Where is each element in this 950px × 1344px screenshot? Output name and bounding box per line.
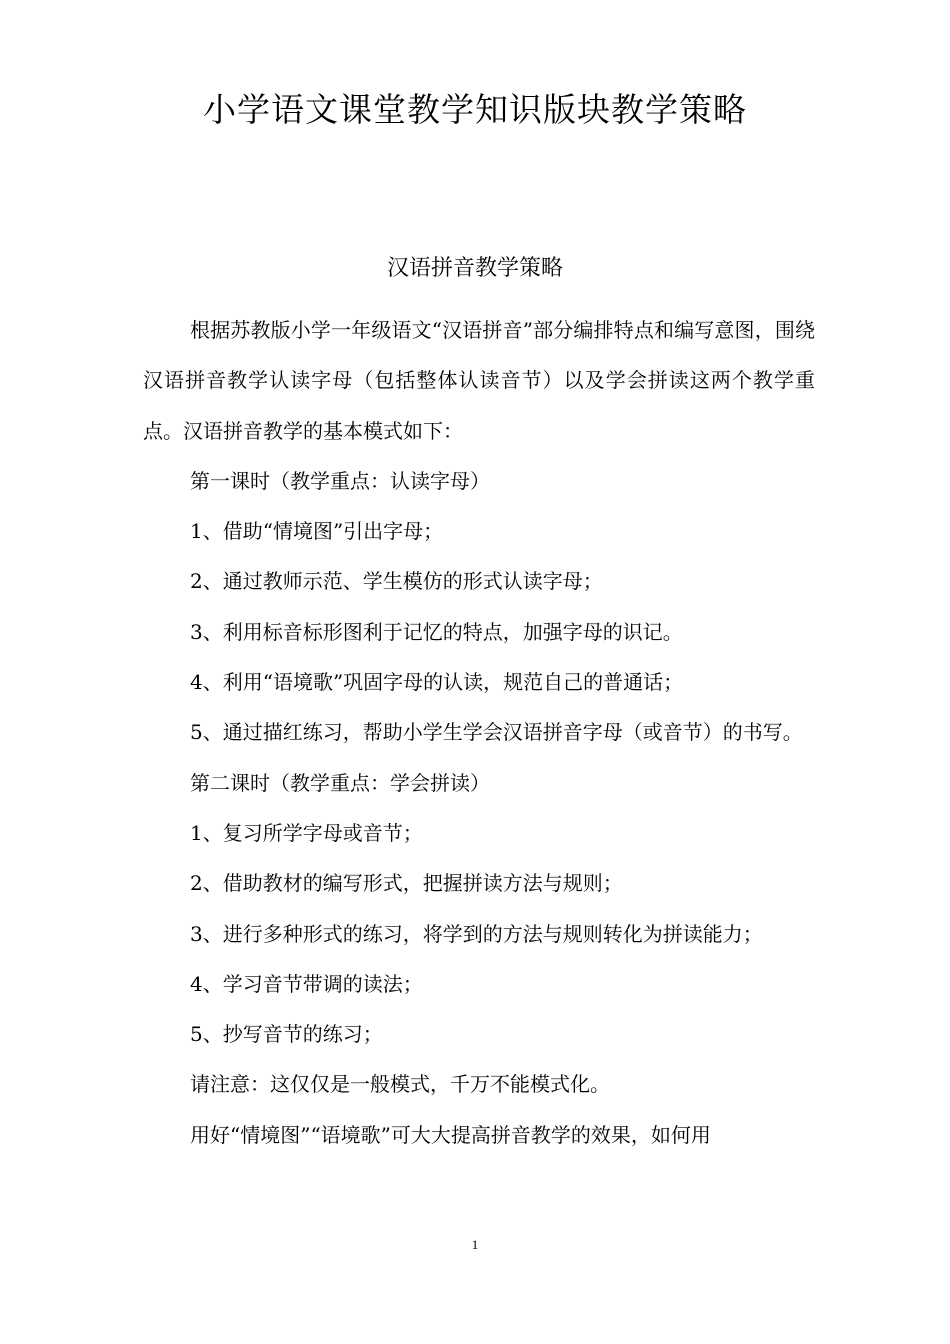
document-body [143,305,815,1160]
list-item: 4、学习音节带调的读法； [190,971,423,996]
paragraph: 根据苏教版小学一年级语文“汉语拼音”部分编排特点和编写意图，围绕汉语拼音教学认读字母（包括整体认读音节）以及学会拼读这两个教学重点。汉语拼音教学的基本模式如下： [143,318,815,443]
paragraph: 第二课时（教学重点：学会拼读） [190,770,490,795]
list-item: 1、借助“情境图”引出字母； [190,519,444,544]
list-item: 3、进行多种形式的练习，将学到的方法与规则转化为拼读能力； [190,921,763,946]
document-title: 小学语文课堂教学知识版块教学策略 [203,90,747,129]
list-item: 4、利用“语境歌”巩固字母的认读，规范自己的普通话； [190,670,684,695]
list-item: 3、利用标音标形图利于记忆的特点，加强字母的识记。 [190,619,683,644]
list-item: 2、通过教师示范、学生模仿的形式认读字母； [190,569,603,594]
list-item: 5、通过描红练习，帮助小学生学会汉语拼音字母（或音节）的书写。 [190,720,803,745]
page-number: 1 [471,1237,479,1252]
section-title: 汉语拼音教学策略 [386,256,563,281]
list-item: 5、抄写音节的练习； [190,1022,383,1047]
paragraph: 请注意：这仅仅是一般模式，千万不能模式化。 [190,1072,610,1097]
paragraph: 第一课时（教学重点：认读字母） [190,468,490,493]
paragraph: 用好“情境图”“语境歌”可大大提高拼音教学的效果，如何用 [190,1122,711,1147]
list-item: 2、借助教材的编写形式，把握拼读方法与规则； [190,871,623,896]
list-item: 1、复习所学字母或音节； [190,820,423,845]
